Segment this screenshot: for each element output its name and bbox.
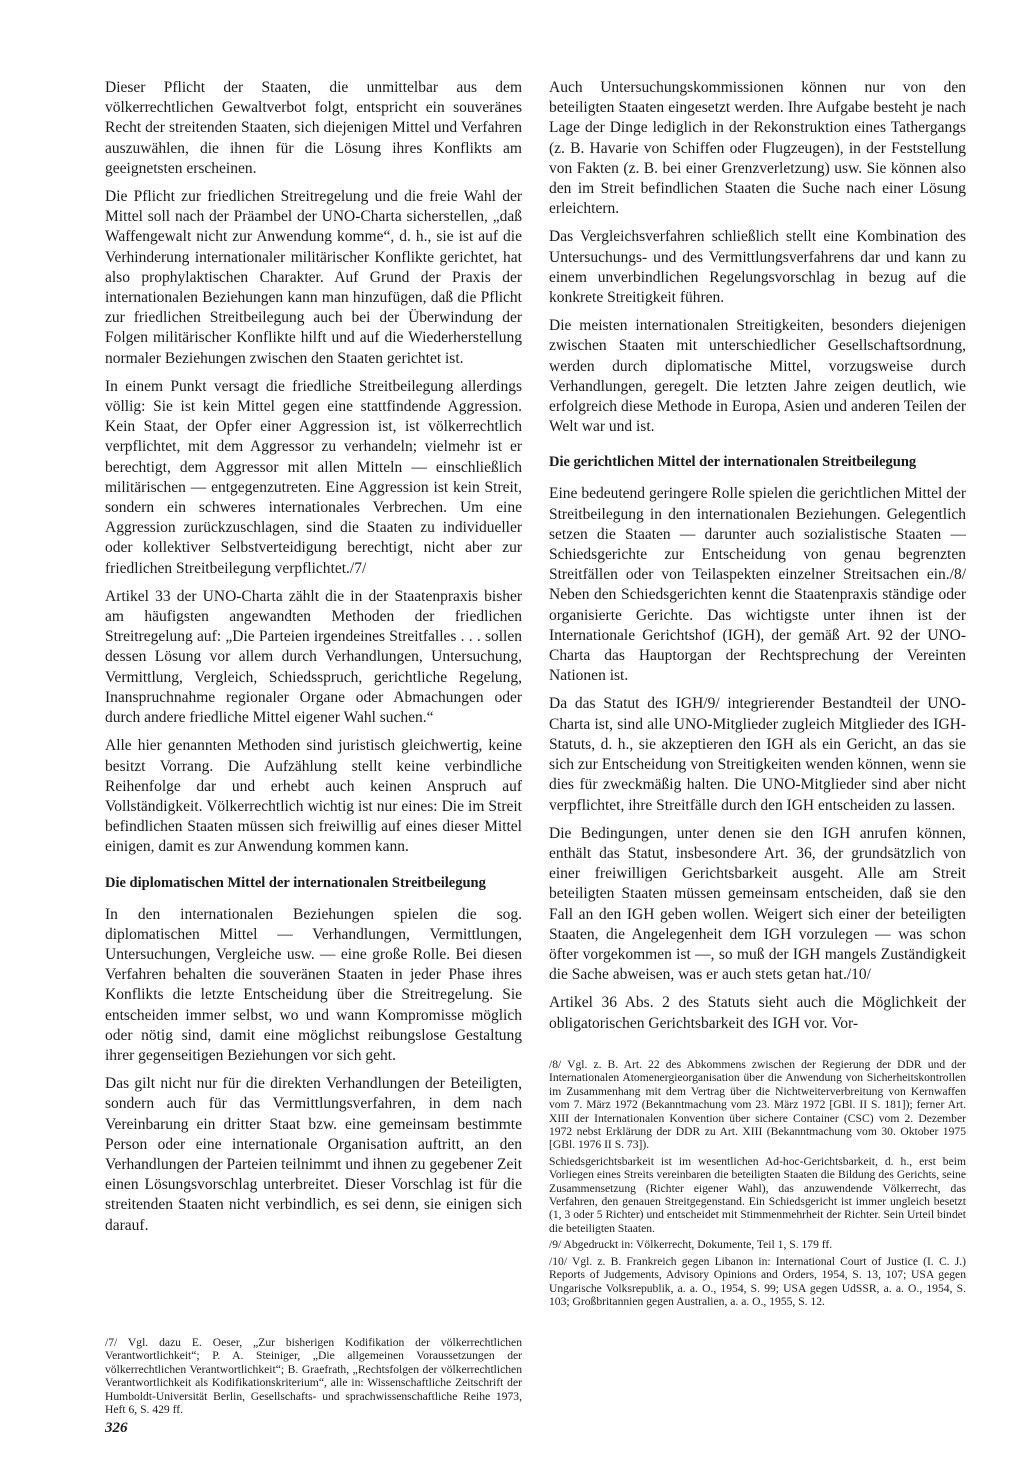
paragraph: Da das Statut des IGH/9/ integrierender Bestandteil der UNO-Charta ist, sind alle UNO-Mitglieder zugleich Mitglieder des IGH-Statuts, d. h., sie akzeptieren den IGH als ein Gericht, an das sie sich zur Entscheidung von Streitigkeiten wenden können, wenn sie dies für zweckmäßig halten. Die UNO-Mitglieder sind aber nicht verpflichtet, ihre Streitfälle durch den IGH entscheiden zu lassen. bbox=[549, 695, 966, 814]
section-heading: Die gerichtlichen Mittel der internationalen Streitbeilegung bbox=[549, 454, 917, 471]
footnote: /10/ Vgl. z. B. Frankreich gegen Libanon in: International Court of Justice (I. C. J.) Reports of Judgements, Advisory Opinions and Orders, 1954, S. 13, 107; USA gegen Ungarische Volksrepublik, a. a. O., 1954, S. 99; USA gegen UdSSR, a. a. O., 1954, S. 103; Großbritannien gegen Australien, a. a. O., 1955, S. 12. bbox=[549, 1254, 966, 1308]
footnote: /9/ Abgedruckt in: Völkerrecht, Dokumente, Teil 1, S. 179 ff. bbox=[549, 1238, 833, 1252]
paragraph: In den internationalen Beziehungen spielen die sog. diplomatischen Mittel — Verhandlungen, Vermittlungen, Untersuchungen, Vergleiche usw. — eine große Rolle. Bei diesen Verfahren behalten die souveränen Staaten in jeder Phase ihres Konflikts die letzte Entscheidung über die Streitregelung. Sie entscheiden immer selbst, wo und wann Kompromisse möglich oder nötig sind, damit eine möglichst reibungslose Gestaltung ihrer gegenseitigen Beziehungen vor sich geht. bbox=[105, 905, 522, 1064]
page-number: 326 bbox=[105, 1420, 128, 1436]
paragraph: Die meisten internationalen Streitigkeiten, besonders diejenigen zwischen Staaten mit unterschiedlicher Gesellschaftsordnung, werden durch diplomatische Mittel, vorzugsweise durch Verhandlungen, geregelt. Die letzten Jahre zeigen deutlich, wie erfolgreich diese Methode in Europa, Asien und anderen Teilen der Welt war und ist. bbox=[549, 317, 966, 436]
section-heading: Die diplomatischen Mittel der internationalen Streitbeilegung bbox=[105, 874, 486, 891]
right-column bbox=[549, 78, 966, 1042]
paragraph: Dieser Pflicht der Staaten, die unmittelbar aus dem völkerrechtlichen Gewaltverbot folgt, entspricht ein souveränes Recht der streitenden Staaten, sich diejenigen Mittel und Verfahren auszuwählen, die ihnen für die Lösung ihres Konflikts am geeignetsten erscheinen. bbox=[105, 79, 522, 177]
paragraph: Alle hier genannten Methoden sind juristisch gleichwertig, keine besitzt Vorrang. Die Aufzählung stellt keine verbindliche Reihenfolge dar und erhebt auch keinen Anspruch auf Vollständigkeit. Völkerrechtlich wichtig ist nur eines: Die im Streit befindlichen Staaten müssen sich freiwillig auf eines dieser Mittel einigen, damit es zur Anwendung kommen kann. bbox=[105, 737, 522, 856]
paragraph: Artikel 33 der UNO-Charta zählt die in der Staatenpraxis bisher am häufigsten angewandten Methoden der friedlichen Streitregelung auf: „Die Parteien irgendeines Streitfalles . . . sollen dessen Lösung vor allem durch Verhandlungen, Untersuchung, Vermittlung, Vergleich, Schiedsspruch, gerichtliche Regelung, Inanspruchnahme regionaler Organe oder Abmachungen oder durch andere friedliche Mittel eigener Wahl suchen.“ bbox=[105, 587, 522, 727]
footnote: /7/ Vgl. dazu E. Oeser, „Zur bisherigen Kodifikation der völkerrechtlichen Verantwortlichkeit“; P. A. Steiniger, „Die allgemeinen Voraussetzungen der völkerrechtlichen Verantwortlichkeit“; B. Graefrath, „Rechtsfolgen der völkerrechtlichen Verantwortlichkeit als Kodifikationskriterium“, alle in: Wissenschaftliche Zeitschrift der Humboldt-Universität Berlin, Gesellschafts- und sprachwissenschaftliche Reihe 1973, Heft 6, S. 429 ff. bbox=[105, 1336, 522, 1417]
footnote: Schiedsgerichtsbarkeit ist im wesentlichen Ad-hoc-Gerichtsbarkeit, d. h., erst beim Vorliegen eines Streits vereinbaren die beteiligten Staaten die Bildung des Gerichts, seine Zusammensetzung (Richter eigener Wahl), das anzuwendende Völkerrecht, das Verfahren, den genauen Streitgegenstand. Ein Schiedsgericht ist immer ungleich besetzt (1, 3 oder 5 Richter) und entscheidet mit Stimmenmehrheit der Richter. Sein Urteil bindet die beteiligten Staaten. bbox=[549, 1154, 966, 1235]
paragraph: Das gilt nicht nur für die direkten Verhandlungen der Beteiligten, sondern auch für das Vermittlungsverfahren, in dem nach Vereinbarung ein dritter Staat bzw. eine gemeinsam bestimmte Person oder eine internationale Organisation auftritt, an den Verhandlungen der Parteien teilnimmt und ihnen zu gegebener Zeit einen Lösungsvorschlag unterbreitet. Dieser Vorschlag ist für die streitenden Staaten nicht verbindlich, es sei denn, sie einigen sich darauf. bbox=[105, 1075, 522, 1234]
footnotes-right bbox=[549, 1058, 966, 1311]
paragraph: Die Pflicht zur friedlichen Streitregelung und die freie Wahl der Mittel soll nach der Präambel der UNO-Charta sicherstellen, „daß Waffengewalt nicht zur Anwendung komme“, d. h., sie ist auf die Verhinderung internationaler militärischer Konflikte gerichtet, hat also prophylaktischen Charakter. Auf Grund der Praxis der internationalen Beziehungen kann man hinzufügen, daß die Pflicht zur friedlichen Streitbeilegung auch bei der Überwindung der Folgen militärischer Konflikte hilft und auf die Wiederherstellung normaler Beziehungen zwischen den Staaten gerichtet ist. bbox=[105, 188, 522, 367]
footnotes-left bbox=[105, 1336, 522, 1419]
paragraph: Die Bedingungen, unter denen sie den IGH anrufen können, enthält das Statut, insbesondere Art. 36, der grundsätzlich von einer freiwilligen Gerichtsbarkeit ausgeht. Alle am Streit beteiligten Staaten müssen gemeinsam entscheiden, daß sie den Fall an den IGH geben wollen. Weigert sich einer der beteiligten Staaten, die Angelegenheit dem IGH vorzulegen — was schon öfter vorgekommen ist —, so muß der IGH mangels Zuständigkeit die Sache abweisen, was er auch stets getan hat./10/ bbox=[549, 824, 966, 984]
paragraph: Artikel 36 Abs. 2 des Statuts sieht auch die Möglichkeit der obligatorischen Gerichtsbarkeit des IGH vor. Vor- bbox=[549, 994, 966, 1032]
paragraph: Das Vergleichsverfahren schließlich stellt eine Kombination des Untersuchungs- und des Vermittlungsverfahrens dar und kann zu einem unverbindlichen Regelungsvorschlag in bezug auf die konkrete Streitigkeit führen. bbox=[549, 228, 966, 307]
paragraph: In einem Punkt versagt die friedliche Streitbeilegung allerdings völlig: Sie ist kein Mittel gegen eine stattfindende Aggression. Kein Staat, der Opfer einer Aggression ist, ist völkerrechtlich verpflichtet, mit dem Aggressor zu verhandeln; vielmehr ist er berechtigt, dem Aggressor mit allen Mitteln — einschließlich militärischen — entgegenzutreten. Eine Aggression ist kein Streit, sondern ein schweres internationales Verbrechen. Um eine Aggression zurückzuschlagen, sind die Staaten zu individueller oder kollektiver Selbstverteidigung berechtigt, nicht aber zur friedlichen Streitbeilegung verpflichtet./7/ bbox=[105, 377, 522, 577]
left-column bbox=[105, 78, 522, 1244]
paragraph: Eine bedeutend geringere Rolle spielen die gerichtlichen Mittel der Streitbeilegung in den internationalen Beziehungen. Gelegentlich setzen die Staaten — darunter auch sozialistische Staaten — Schiedsgerichte zur Entscheidung von genau begrenzten Streitfällen oder von Teilaspekten einzelner Streitsachen ein./8/ Neben den Schiedsgerichten kennt die Staatenpraxis ständige oder organisierte Gerichte. Das wichtigste unter ihnen ist der Internationale Gerichtshof (IGH), der gemäß Art. 92 der UNO-Charta das Hauptorgan der Rechtsprechung der Vereinten Nationen ist. bbox=[549, 485, 966, 685]
paragraph: Auch Untersuchungskommissionen können nur von den beteiligten Staaten eingesetzt werden. Ihre Aufgabe besteht je nach Lage der Dinge lediglich in der Rekonstruktion eines Tathergangs (z. B. Havarie von Schiffen oder Flugzeugen), in der Feststellung von Fakten (z. B. bei einer Grenzverletzung) usw. Sie können also den im Streit befindlichen Staaten die Suche nach einer Lösung erleichtern. bbox=[549, 79, 966, 218]
footnote: /8/ Vgl. z. B. Art. 22 des Abkommens zwischen der Regierung der DDR und der Internationalen Atomenergieorganisation über die Anwendung von Sicherheitskontrollen im Zusammenhang mit dem Vertrag über die Nichtweiterverbreitung von Kernwaffen vom 7. März 1972 (Bekanntmachung vom 23. März 1972 [GBl. II S. 181]); ferner Art. XIII der Internationalen Konvention über sichere Container (CSC) vom 2. Dezember 1972 nebst Erklärung der DDR zu Art. XIII (Bekanntmachung vom 30. Oktober 1975 [GBl. 1976 II S. 73]). bbox=[549, 1058, 966, 1152]
